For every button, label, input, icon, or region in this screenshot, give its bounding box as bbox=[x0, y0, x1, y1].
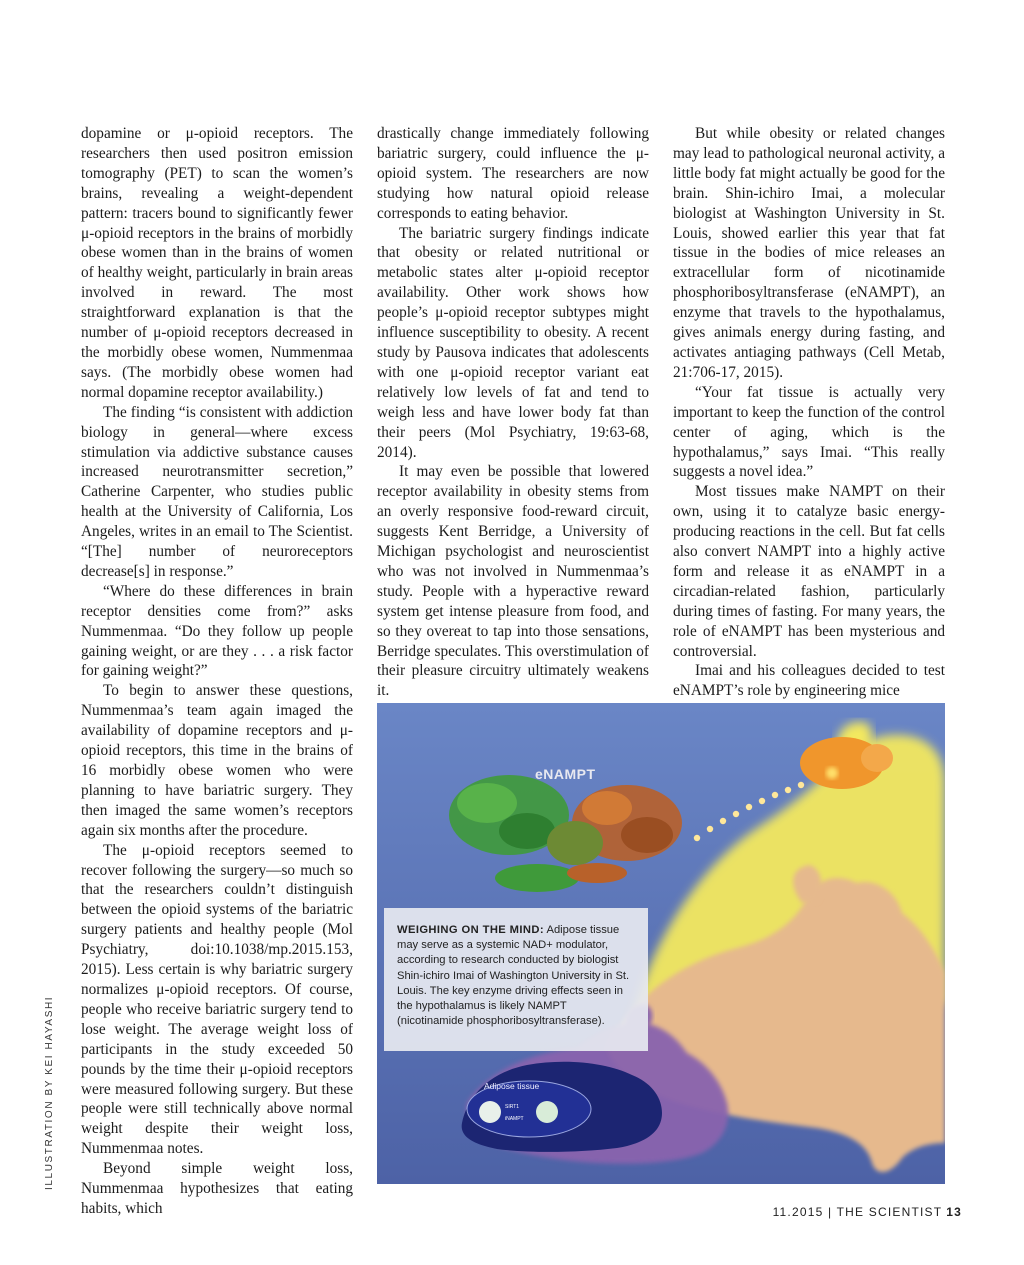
paragraph: dopamine or μ-opioid receptors. The researchers then used positron emission tomography (PET) to scan the women’s brains, revealing a weight-dependent pattern: tracers bound to significantly fewer μ-opioid receptors in the brains of morbidly obese women than in the brains of women of healthy weight, particularly in brain areas involved in reward. The most straightforward explanation is that the number of μ-opioid receptors decreased in the morbidly obese women, Nummenmaa says. (The morbidly obese women had normal dopamine receptor availability.) bbox=[81, 125, 353, 401]
text-column-3 bbox=[673, 124, 945, 701]
paragraph: The μ-opioid receptors seemed to recover following the surgery—so much so that the researchers couldn’t distinguish between the opioid systems of the bariatric surgery patients and healthy people (Mol Psychiatry, doi:10.1038/mp.2015.153, 2015). Less certain is why bariatric surgery normalizes μ-opioid receptors. Of course, people who receive bariatric surgery tend to lose weight. The average weight loss of participants in the study exceeded 50 pounds by the time their μ-opioid receptors were measured following surgery. But these people were still technically above normal weight despite their weight loss, Nummenmaa notes. bbox=[81, 841, 353, 1158]
inampt-label: iNAMPT bbox=[505, 1116, 524, 1122]
text-column-2 bbox=[377, 124, 649, 701]
enampt-label: eNAMPT bbox=[535, 766, 596, 782]
adipose-tissue-label: Adipose tissue bbox=[484, 1081, 540, 1091]
paragraph: Beyond simple weight loss, Nummenmaa hypothesizes that eating habits, which bbox=[81, 1160, 353, 1217]
paragraph: “Where do these differences in brain receptor densities come from?” asks Nummenmaa. “Do they follow up people gaining weight, or are they . . . a risk factor for gaining weight?” bbox=[81, 582, 353, 680]
text-column-1 bbox=[81, 124, 353, 1219]
sirt1-label: SIRT1 bbox=[505, 1104, 520, 1110]
issue-label: 11.2015 | THE SCIENTIST bbox=[772, 1205, 943, 1219]
inampt-protein bbox=[536, 1101, 558, 1123]
brain-cerebellum bbox=[861, 744, 893, 772]
sirt1-protein bbox=[479, 1101, 501, 1123]
illustration-credit: ILLUSTRATION BY KEI HAYASHI bbox=[44, 995, 55, 1190]
paragraph: The finding “is consistent with addiction biology in general—where excess stimulation via addictive substance causes increased neurotransmitter secretion,” Catherine Carpenter, who studies public health at the University of California, Los Angeles, writes in an email to The Scientist. “[The] number of neuroreceptors decrease[s] in response.” bbox=[81, 403, 353, 580]
page-number: 13 bbox=[946, 1205, 962, 1219]
caption-text: Adipose tissue may serve as a systemic NAD+ modulator, according to research conducted by biologist Shin-ichiro Imai of Washington University in St. Louis. The key enzyme driving effects seen in the hypothalamus is likely NAMPT (nicotinamide phosphoribosyltransferase). bbox=[397, 924, 630, 1028]
paragraph: “Your fat tissue is actually very important to keep the function of the control center of aging, which is the hypothalamus,” says Imai. “This really suggests a novel idea.” bbox=[673, 383, 945, 481]
paragraph: Imai and his colleagues decided to test eNAMPT’s role by engineering mice bbox=[673, 662, 945, 700]
hypothalamus-spot bbox=[826, 767, 838, 779]
page-footer bbox=[773, 1205, 962, 1219]
paragraph: The bariatric surgery findings indicate that obesity or related nutritional or metabolic states alter μ-opioid receptor availability. Other work shows how people’s μ-opioid receptor subtypes might influence susceptibility to obesity. A recent study by Pausova indicates that adolescents with one μ-opioid receptor variant eat relatively low levels of fat and tend to weigh less and have lower body fat than their peers (Mol Psychiatry, 19:63-68, 2014). bbox=[377, 224, 649, 461]
paragraph: To begin to answer these questions, Nummenmaa’s team again imaged the availability of dopamine receptors and μ-opioid receptors, this time in the brains of 16 morbidly obese women who were planning to have bariatric surgery. They then imaged the same women’s receptors again six months after the procedure. bbox=[81, 682, 353, 839]
figure-caption bbox=[384, 908, 648, 1051]
caption-lead: WEIGHING ON THE MIND: bbox=[397, 924, 544, 936]
paragraph: But while obesity or related changes may lead to pathological neuronal activity, a little body fat might actually be good for the brain. Shin-ichiro Imai, a molecular biologist at Washington University in St. Louis, showed earlier this year that fat tissue in the bodies of mice releases an extracellular form of nicotinamide phosphoribosyltransferase (eNAMPT), an enzyme that travels to the hypothalamus, gives animals energy during fasting, and activates antiaging pathways (Cell Metab, 21:706-17, 2015). bbox=[673, 125, 945, 381]
inset-labels bbox=[505, 1101, 524, 1125]
paragraph: drastically change immediately following bariatric surgery, could influence the μ-opioid system. The researchers are now studying how natural opioid release corresponds to eating behavior. bbox=[377, 125, 649, 222]
paragraph: It may even be possible that lowered receptor availability in obesity stems from an overly responsive food-reward circuit, suggests Kent Berridge, a University of Michigan psychologist and neuroscientist who was not involved in Nummenmaa’s study. People with a hyperactive reward system get intense pleasure from food, and so they overeat to tap into those sensations, Berridge speculates. This overstimulation of their pleasure circuitry ultimately weakens it. bbox=[377, 463, 649, 700]
paragraph: Most tissues make NAMPT on their own, using it to catalyze basic energy-producing reactions in the cell. But fat cells also convert NAMPT into a highly active form and release it as eNAMPT in a circadian-related fashion, particularly during times of fasting. For many years, the role of eNAMPT has been mysterious and controversial. bbox=[673, 483, 945, 660]
